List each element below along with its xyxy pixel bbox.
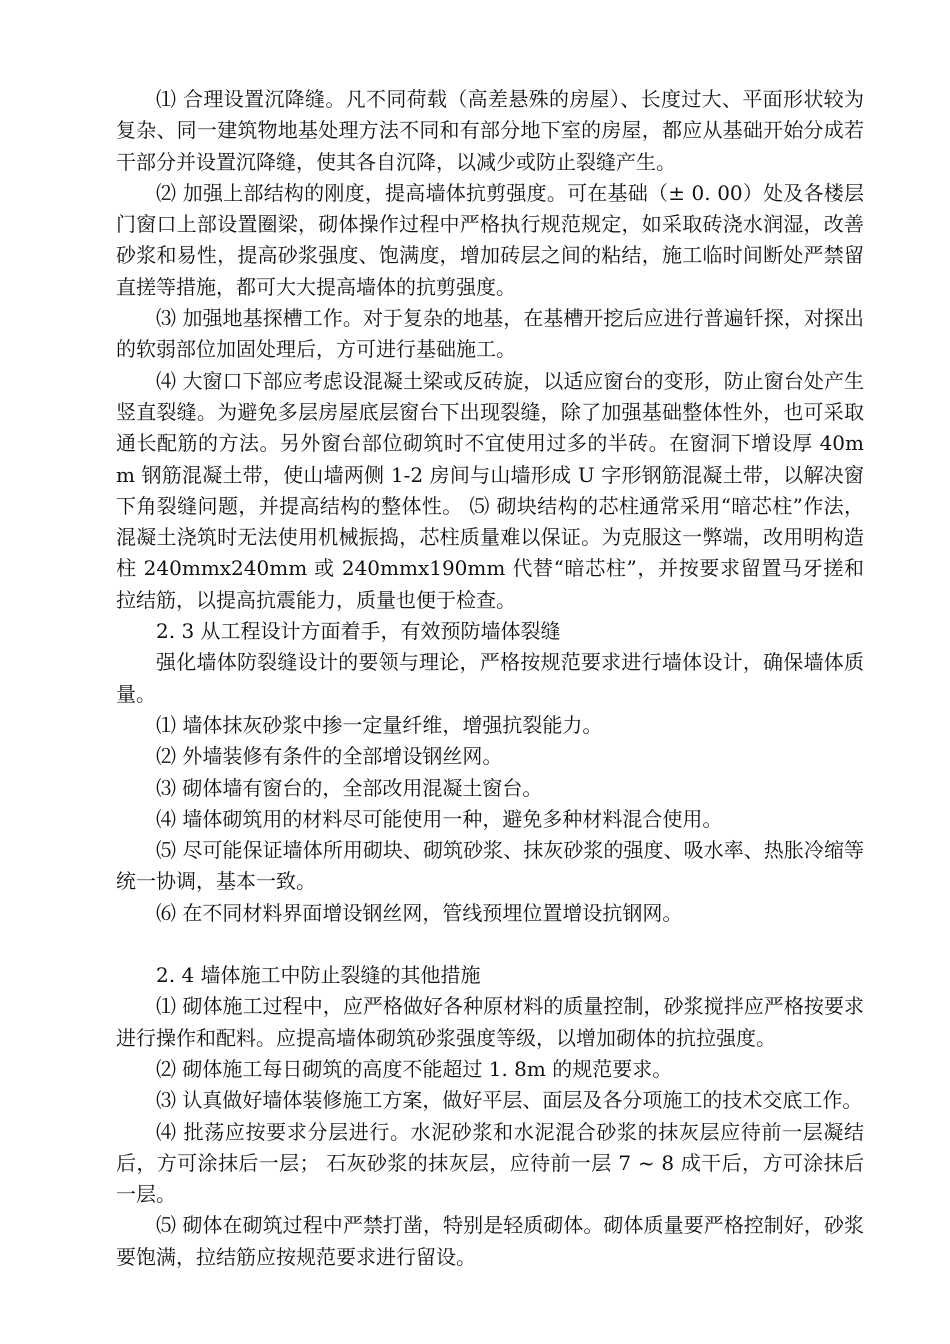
paragraph-plaster-layers: ⑷ 批荡应按要求分层进行。水泥砂浆和水泥混合砂浆的抹灰层应待前一层凝结后，方可涂抹后一层； 石灰砂浆的抹灰层，应待前一层 7 ~ 8 成干后，方可涂抹后一层。 bbox=[116, 1119, 864, 1207]
list-item-concrete-sill: ⑶ 砌体墙有窗台的，全部改用混凝土窗台。 bbox=[156, 775, 543, 800]
paragraph-daily-height: ⑵ 砌体施工每日砌筑的高度不能超过 1. 8m 的规范要求。 bbox=[156, 1056, 673, 1081]
document-body bbox=[116, 84, 864, 1273]
list-item-material-consistency: ⑸ 尽可能保证墙体所用砌块、砌筑砂浆、抹灰砂浆的强度、吸水率、热胀冷缩等统一协调，基本一致。 bbox=[116, 838, 864, 894]
section-heading-2-3: 2. 3 从工程设计方面着手，有效预防墙体裂缝 bbox=[156, 619, 561, 644]
paragraph-material-control: ⑴ 砌体施工过程中，应严格做好各种原材料的质量控制，砂浆搅拌应严格按要求进行操作和配料。应提高墙体砌筑砂浆强度等级，以增加砌体的抗拉强度。 bbox=[116, 994, 864, 1050]
paragraph-foundation-probing: ⑶ 加强地基探槽工作。对于复杂的地基，在基槽开挖后应进行普遍钎探，对探出的软弱部位加固处理后，方可进行基础施工。 bbox=[116, 306, 864, 362]
list-item-fiber-mortar: ⑴ 墙体抹灰砂浆中掺一定量纤维，增强抗裂能力。 bbox=[156, 712, 603, 737]
paragraph-design-intro: 强化墙体防裂缝设计的要领与理论，严格按规范要求进行墙体设计，确保墙体质量。 bbox=[116, 650, 864, 706]
paragraph-settlement-joints: ⑴ 合理设置沉降缝。凡不同荷载（高差悬殊的房屋）、长度过大、平面形状较为复杂、同一建筑物地基处理方法不同和有部分地下室的房屋，都应从基础开始分成若干部分并设置沉降缝，使其各自沉降，以减少或防止裂缝产生。 bbox=[116, 87, 864, 174]
paragraph-window-beams: ⑷ 大窗口下部应考虑设混凝土梁或反砖旋，以适应窗台的变形，防止窗台处产生竖直裂缝。为避免多层房屋底层窗台下出现裂缝，除了加强基础整体性外，也可采取通长配筋的方法。另外窗台部位砌筑时不宜使用过多的半砖。在窗洞下增设厚 40mm 钢筋混凝土带，使山墙两侧 1-2 房间与山墙形成 U 字形钢筋混凝土带，以解决窗下角裂缝问题，并提高结构的整体性。 ⑸ 砌块结构的芯柱通常采用“暗芯柱”作法，混凝土浇筑时无法使用机械振捣，芯柱质量难以保证。为克服这一弊端，改用明构造柱 240mmx240mm 或 240mmx190mm 代替“暗芯柱”，并按要求留置马牙搓和拉结筋，以提高抗震能力，质量也便于检查。 bbox=[116, 368, 864, 612]
paragraph-structure-stiffness: ⑵ 加强上部结构的刚度，提高墙体抗剪强度。可在基础（± 0. 00）处及各楼层门窗口上部设置圈梁，砌体操作过程中严格执行规范规定，如采取砖浇水润湿，改善砂浆和易性，提高砂浆强度、饱满度，增加砖层之间的粘结，施工临时间断处严禁留直搓等措施，都可大大提高墙体的抗剪强度。 bbox=[116, 180, 864, 299]
list-item-single-material: ⑷ 墙体砌筑用的材料尽可能使用一种，避免多种材料混合使用。 bbox=[156, 806, 723, 831]
list-item-interface-mesh: ⑹ 在不同材料界面增设钢丝网，管线预埋位置增设抗钢网。 bbox=[156, 900, 683, 925]
section-heading-2-4: 2. 4 墙体施工中防止裂缝的其他措施 bbox=[156, 963, 481, 988]
paragraph-finishing-plan: ⑶ 认真做好墙体装修施工方案，做好平层、面层及各分项施工的技术交底工作。 bbox=[156, 1088, 863, 1113]
list-item-wire-mesh: ⑵ 外墙装修有条件的全部增设钢丝网。 bbox=[156, 744, 503, 769]
paragraph-no-chiseling: ⑸ 砌体在砌筑过程中严禁打凿，特别是轻质砌体。砌体质量要严格控制好，砂浆要饱满，拉结筋应按规范要求进行留设。 bbox=[116, 1213, 864, 1269]
